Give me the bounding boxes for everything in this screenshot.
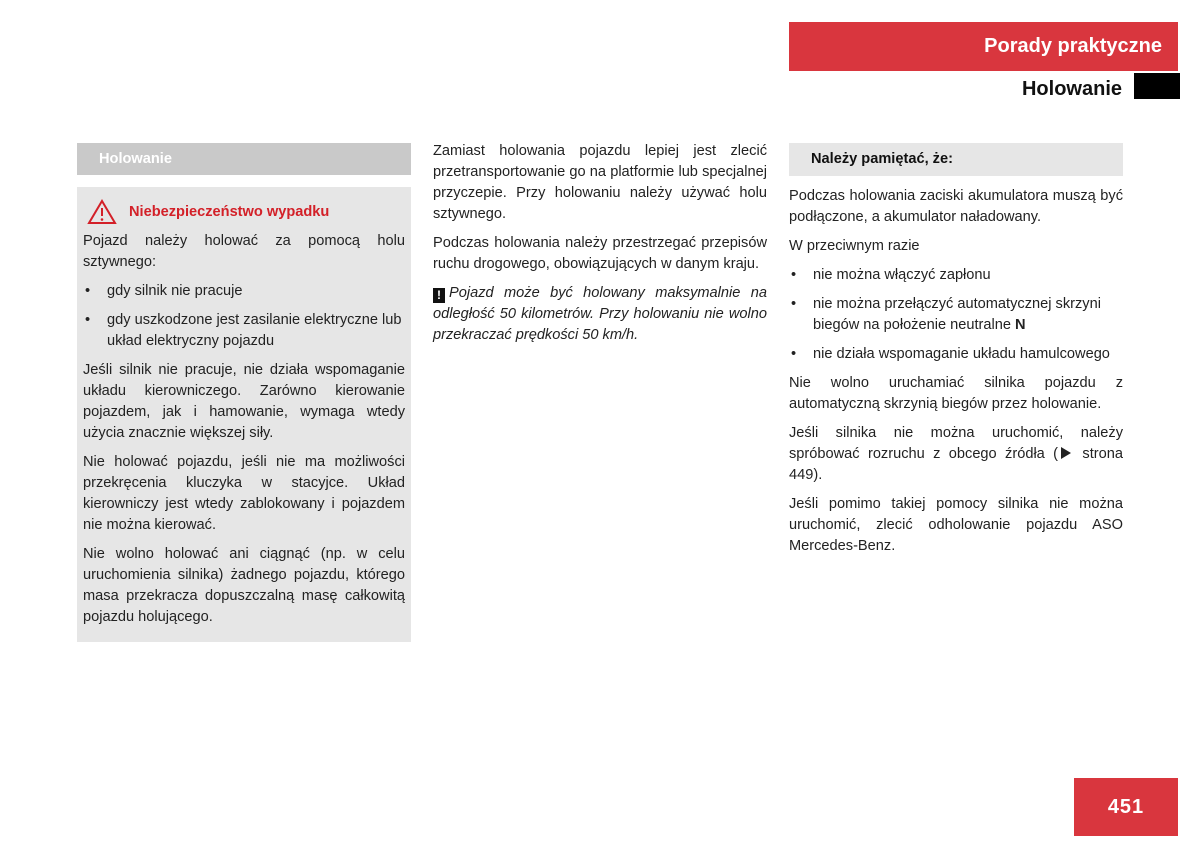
warning-title: Niebezpieczeństwo wypadku xyxy=(129,203,330,220)
list-item xyxy=(789,294,1123,336)
gear-position-n: N xyxy=(1015,317,1026,333)
exclamation-icon: ! xyxy=(433,288,445,303)
paragraph: Zamiast holowania pojazdu lepiej jest zlecić przetransportowanie go na platformie lub specjalnej przyczepie. Przy holowaniu należy używać holu sztywnego. xyxy=(433,143,767,222)
box-header-label: Holowanie xyxy=(99,150,172,167)
paragraph: Pojazd należy holować za pomocą holu sztywnego: xyxy=(83,233,405,270)
section-title-band xyxy=(789,22,1178,71)
paragraph-with-reference xyxy=(789,423,1123,486)
bullet-icon: • xyxy=(85,312,91,328)
list-item-text: nie można przełączyć automatycznej skrzyni biegów na położenie neutralne xyxy=(813,296,1101,333)
section-title: Porady praktyczne xyxy=(984,35,1162,57)
bullet-icon: • xyxy=(791,267,797,283)
paragraph: Podczas holowania należy przestrzegać przepisów ruchu drogowego, obowiązujących w danym kraju. xyxy=(433,235,767,272)
bullet-icon: • xyxy=(791,296,797,312)
list-item xyxy=(83,310,405,352)
bullet-icon: • xyxy=(85,283,91,299)
box-header-remember xyxy=(789,143,1123,176)
bullet-list xyxy=(789,265,1123,365)
section-marker xyxy=(1134,73,1180,99)
list-item xyxy=(83,281,405,302)
paragraph: W przeciwnym razie xyxy=(789,238,920,254)
list-item-text: gdy uszkodzone jest zasilanie elektryczne lub układ elektryczny pojazdu xyxy=(107,312,402,349)
paragraph: Nie wolno holować ani ciągnąć (np. w celu uruchomienia silnika) żadnego pojazdu, którego masa przekracza dopuszczalną masę całkowitą pojazdu holującego. xyxy=(83,546,405,625)
column-right xyxy=(789,143,1123,565)
paragraph: Jeśli silnik nie pracuje, nie działa wspomaganie układu kierowniczego. Zarówno kierowanie pojazdem, jak i hamowanie, wymaga wtedy użycia znacznie większej siły. xyxy=(83,362,405,441)
subsection-title: Holowanie xyxy=(1021,77,1122,100)
warning-triangle-icon xyxy=(87,199,117,225)
page-reference-arrow-icon xyxy=(1061,447,1071,459)
bullet-icon: • xyxy=(791,346,797,362)
list-item xyxy=(789,344,1123,365)
page-number: 451 xyxy=(1107,795,1145,818)
bullet-list xyxy=(83,281,405,352)
paragraph: Jeśli pomimo takiej pomocy silnika nie można uruchomić, zlecić odholowanie pojazdu ASO Mercedes-Benz. xyxy=(789,496,1123,554)
list-item-text: nie działa wspomaganie układu hamulcowego xyxy=(813,346,1110,362)
list-item-text: gdy silnik nie pracuje xyxy=(107,283,243,299)
list-item-text: nie można włączyć zapłonu xyxy=(813,267,991,283)
box-header-label: Należy pamiętać, że: xyxy=(811,151,953,167)
note-text: Pojazd może być holowany maksymalnie na odległość 50 kilometrów. Przy holowaniu nie wolno przekraczać prędkości 50 km/h. xyxy=(433,285,767,343)
warning-box xyxy=(77,187,411,642)
paragraph-text: Jeśli silnika nie można uruchomić, należy spróbować rozruchu z obcego źródła ( xyxy=(789,425,1123,462)
list-item xyxy=(789,265,1123,286)
column-middle xyxy=(433,141,767,354)
paragraph: Nie wolno uruchamiać silnika pojazdu z automatyczną skrzynią biegów przez holowanie. xyxy=(789,375,1123,412)
warning-heading xyxy=(87,199,405,225)
column-left xyxy=(77,143,411,642)
page-number-badge xyxy=(1074,778,1178,836)
page-reference-text[interactable]: strona 449). xyxy=(789,446,1123,483)
paragraph: Podczas holowania zaciski akumulatora muszą być podłączone, a akumulator naładowany. xyxy=(789,188,1123,225)
note-paragraph xyxy=(433,283,767,346)
box-header-holowanie xyxy=(77,143,411,175)
paragraph: Nie holować pojazdu, jeśli nie ma możliwości przekręcenia kluczyka w stacyjce. Układ kierowniczy jest wtedy zablokowany i pojazdem nie można kierować. xyxy=(83,454,405,533)
